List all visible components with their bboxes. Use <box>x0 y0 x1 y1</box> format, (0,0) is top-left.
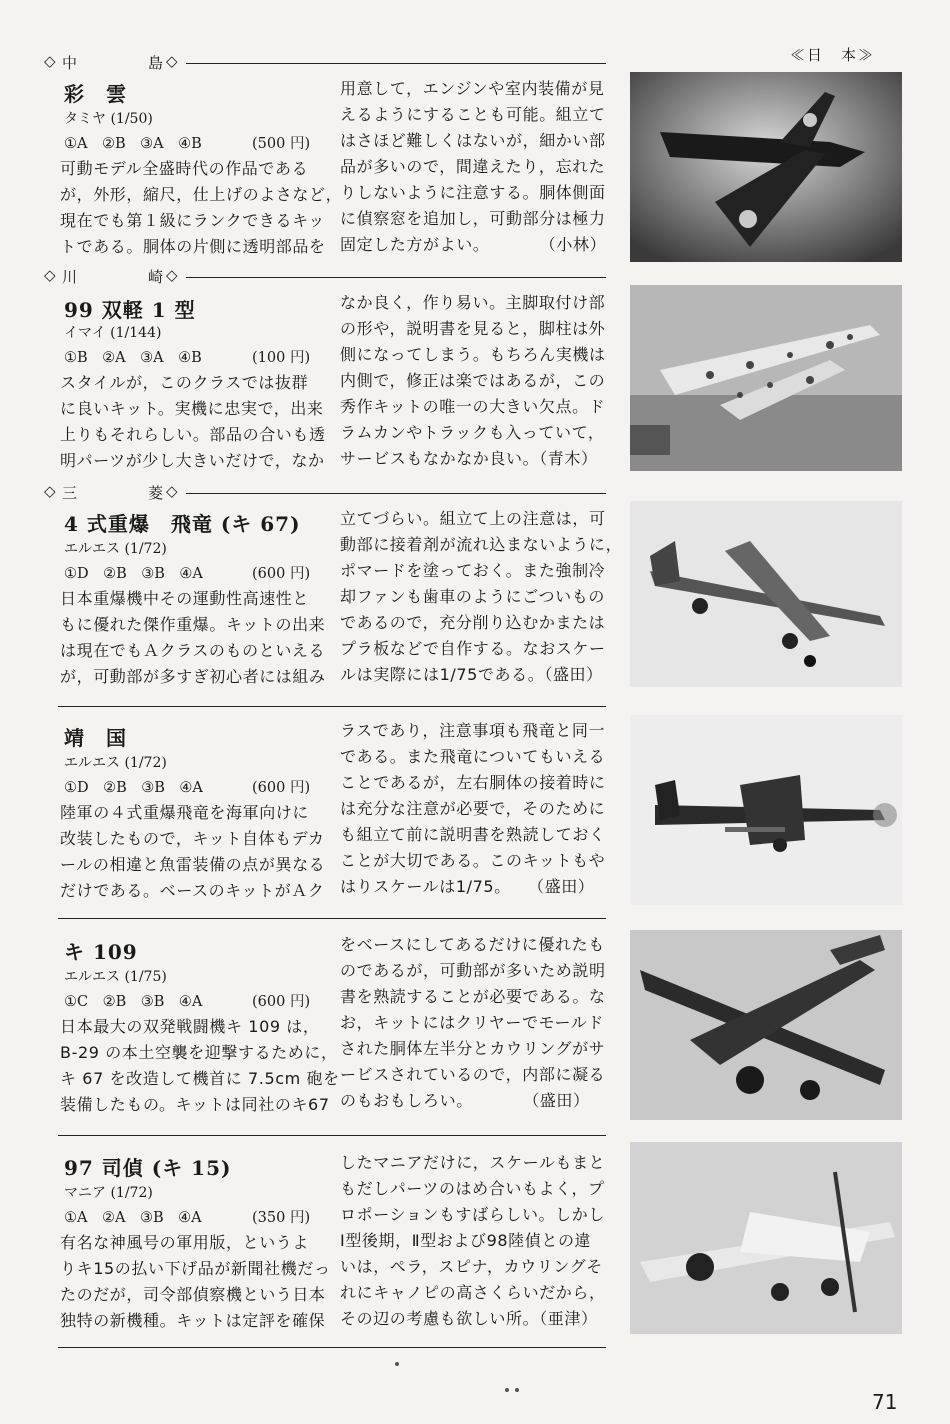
text-line: ロポーションもすばらしい。しかし <box>340 1205 605 1224</box>
kit-price: (600 円) <box>252 780 311 796</box>
text-line: 内側で，修正は楽ではあるが，この <box>340 371 606 390</box>
text-line: 却ファンも歯車のようにごついもの <box>340 587 605 606</box>
text-line: えるようにすることも可能。組立て <box>340 105 606 124</box>
rating-values: ①D ②B ③B ④A <box>64 780 203 796</box>
text-line: 有名な神風号の軍用版，というよ <box>60 1233 310 1252</box>
section-divider <box>58 1347 606 1348</box>
text-line: B-29 の本土空襲を迎撃するために， <box>60 1043 338 1062</box>
text-line: は現在でもＡクラスのものといえる <box>60 641 326 660</box>
text-line: 秀作キットの唯一の大きい欠点。ド <box>340 397 606 416</box>
text-line: 日本最大の双発戦闘機キ 109 は， <box>60 1017 320 1036</box>
text-line: に偵察窓を追加し，可動部分は極力 <box>340 209 606 228</box>
text-line: ことが大切である。このキットもや <box>340 851 606 870</box>
rating-values: ①B ②A ③A ④B <box>64 350 202 366</box>
diamond-icon: ◇ <box>44 266 56 284</box>
text-line: のであるが，可動部が多いため説明 <box>340 961 606 980</box>
text-line: も組立て前に説明書を熟読しておく <box>340 825 606 844</box>
kit-price: (100 円) <box>252 350 311 366</box>
text-line: だけである。ベースのキットがＡク <box>60 881 325 900</box>
text-line: 明パーツが少し大きいだけで，なか <box>60 451 325 470</box>
kit-price: (500 円) <box>252 136 311 152</box>
text-line: であるので，充分削り込むかまたは <box>340 613 606 632</box>
text-line: Ⅰ型後期，Ⅱ型および98陸偵との違 <box>340 1231 592 1250</box>
text-line: もだしパーツのはめ合いもよく，プ <box>340 1179 605 1198</box>
plane-photo-ki15 <box>630 1142 902 1334</box>
text-line: りしないように注意する。胴体側面 <box>340 183 606 202</box>
company-name-second: 島 <box>148 54 164 72</box>
kit-title: キ 109 <box>64 940 138 964</box>
section-divider <box>58 706 606 707</box>
kit-text-right <box>340 290 606 472</box>
diamond-icon: ◇ <box>166 482 178 500</box>
kit-ratings <box>64 562 311 583</box>
company-header-mitsubishi <box>44 482 604 502</box>
text-line: 側になってしまう。もちろん実機は <box>340 345 606 364</box>
text-line: もに優れた傑作重爆。キットの出来 <box>60 615 326 634</box>
text-line: の形や，説明書を見ると，脚柱は外 <box>340 319 606 338</box>
kit-maker: エルエス (1/72) <box>64 755 167 771</box>
text-line: お，キットにはクリヤーでモールド <box>340 1013 605 1032</box>
company-header-kawasaki <box>44 266 604 286</box>
text-line: その辺の考慮も欲しい所。（亜津） <box>340 1309 598 1328</box>
plane-photo-hiryu <box>630 501 902 687</box>
text-line: 陸軍の４式重爆飛竜を海軍向けに <box>60 803 310 822</box>
text-line: 上りもそれらしい。部品の合いも透 <box>60 425 326 444</box>
text-line: 現在でも第１級にランクできるキッ <box>60 211 325 230</box>
diamond-icon: ◇ <box>44 52 56 70</box>
text-line: が，外形，縮尺，仕上げのよさなど， <box>60 185 343 204</box>
kit-maker: タミヤ (1/50) <box>64 111 153 127</box>
kit-price: (600 円) <box>252 994 311 1010</box>
text-line: ポマードを塗っておく。また強制冷 <box>340 561 606 580</box>
kit-text-left <box>60 156 342 260</box>
kit-text-left <box>60 1014 340 1118</box>
text-line: ービスされているので，内部に凝る <box>340 1065 606 1084</box>
kit-ratings <box>64 1206 311 1227</box>
kit-title: 靖 国 <box>64 726 127 750</box>
kit-ratings <box>64 132 311 153</box>
text-line: ラスであり，注意事項も飛竜と同一 <box>340 721 606 740</box>
rating-values: ①A ②A ③B ④A <box>64 1210 202 1226</box>
kit-maker: イマイ (1/144) <box>64 325 162 341</box>
section-divider <box>58 1135 606 1136</box>
kit-text-right <box>340 932 606 1114</box>
text-line: された胴体左半分とカウリングがサ <box>340 1039 606 1058</box>
kit-ratings <box>64 776 311 797</box>
text-line: 可動モデル全盛時代の作品である <box>60 159 309 178</box>
kit-text-left <box>60 800 325 904</box>
text-line: のもおもしろい。 （盛田） <box>340 1091 590 1110</box>
page-section-label: ≪日 本≫ <box>790 46 876 64</box>
company-name-second: 菱 <box>148 484 164 502</box>
text-line: に良いキット。実機に忠実で，出来 <box>60 399 324 418</box>
text-line: 装備したもの。キットは同社のキ67 <box>60 1095 330 1114</box>
text-line: はりスケールは1/75。 （盛田） <box>340 877 595 896</box>
text-line: ールの相違と魚雷装備の点が異なる <box>60 855 326 874</box>
rating-values: ①D ②B ③B ④A <box>64 566 203 582</box>
diamond-icon: ◇ <box>44 482 56 500</box>
company-header-nakajima <box>44 52 604 72</box>
plane-photo-ki109 <box>630 930 902 1120</box>
text-line: 改装したもので，キット自体もデカ <box>60 829 325 848</box>
plane-photo-yasukuni <box>630 715 902 905</box>
plane-photo-saiun <box>630 72 902 262</box>
company-name-first: 三 <box>62 484 78 502</box>
text-line: である。また飛竜についてもいえる <box>340 747 606 766</box>
text-line: 立てづらい。組立て上の注意は，可 <box>340 509 606 528</box>
kit-text-right <box>340 1150 606 1332</box>
text-line: キ 67 を改造して機首に 7.5cm 砲を <box>60 1069 340 1088</box>
kit-title: 彩 雲 <box>64 82 127 106</box>
kit-title: 97 司偵 (キ 15) <box>64 1156 232 1180</box>
text-line: をベースにしてあるだけに優れたも <box>340 935 605 954</box>
text-line: れにキャノピの高さくらいだから， <box>340 1283 606 1302</box>
text-line: ラムカンやトラックも入っていて， <box>340 423 605 442</box>
rating-values: ①A ②B ③A ④B <box>64 136 202 152</box>
header-rule <box>186 277 606 278</box>
text-line: なか良く，作り易い。主脚取付け部 <box>340 293 606 312</box>
kit-maker: エルエス (1/75) <box>64 969 167 985</box>
text-line: が，可動部が多すぎ初心者には組み <box>60 667 326 686</box>
company-name-first: 川 <box>62 268 78 286</box>
text-line: 固定した方がよい。 （小林） <box>340 235 607 254</box>
diamond-icon: ◇ <box>166 52 178 70</box>
kit-text-right <box>340 76 606 258</box>
diamond-icon: ◇ <box>166 266 178 284</box>
text-line: 品が多いので，間違えたり，忘れた <box>340 157 606 176</box>
text-line: 日本重爆機中その運動性高速性と <box>60 589 310 608</box>
text-line: サービスもなかなか良い。（青木） <box>340 449 598 468</box>
kit-title: 4 式重爆 飛竜 (キ 67) <box>64 512 301 536</box>
kit-title: 99 双軽 1 型 <box>64 298 196 322</box>
kit-text-left <box>60 586 326 690</box>
kit-text-right <box>340 506 622 688</box>
text-line: 書を熟読することが必要である。な <box>340 987 606 1006</box>
text-line: 動部に接着剤が流れ込まないように， <box>340 535 623 554</box>
text-line: はさほど難しくはないが，細かい部 <box>340 131 606 150</box>
text-line: 用意して，エンジンや室内装備が見 <box>340 79 605 98</box>
text-line: は充分な注意が必要で，そのために <box>340 799 606 818</box>
kit-maker: マニア (1/72) <box>64 1185 153 1201</box>
kit-price: (350 円) <box>252 1210 311 1226</box>
text-line: たのだが，司令部偵察機という日本 <box>60 1285 326 1304</box>
header-rule <box>186 63 606 64</box>
header-rule <box>186 493 606 494</box>
text-line: したマニアだけに，スケールもまと <box>340 1153 606 1172</box>
text-line: トである。胴体の片側に透明部品を <box>60 237 326 256</box>
text-line: 独特の新機種。キットは定評を確保 <box>60 1311 326 1330</box>
text-line: ことであるが，左右胴体の接着時に <box>340 773 606 792</box>
page-number: 71 <box>872 1390 898 1414</box>
print-mark <box>395 1362 399 1366</box>
text-line: プラ板などで自作する。なおスケー <box>340 639 606 658</box>
kit-price: (600 円) <box>252 566 311 582</box>
kit-ratings <box>64 346 311 367</box>
text-line: いは，ペラ，スピナ，カウリングそ <box>340 1257 603 1276</box>
rating-values: ①C ②B ③B ④A <box>64 994 203 1010</box>
section-divider <box>58 918 606 919</box>
kit-text-right <box>340 718 606 900</box>
company-name-first: 中 <box>62 54 78 72</box>
company-name-second: 崎 <box>148 268 164 286</box>
print-mark <box>505 1388 509 1392</box>
kit-ratings <box>64 990 311 1011</box>
print-mark <box>515 1388 519 1392</box>
text-line: りキ15の払い下げ品が新聞社機だっ <box>60 1259 331 1278</box>
text-line: ルは実際には1/75である。（盛田） <box>340 665 603 684</box>
plane-photo-type99 <box>630 285 902 471</box>
kit-maker: エルエス (1/72) <box>64 541 167 557</box>
kit-text-left <box>60 370 326 474</box>
kit-text-left <box>60 1230 331 1334</box>
text-line: スタイルが，このクラスでは抜群 <box>60 373 309 392</box>
